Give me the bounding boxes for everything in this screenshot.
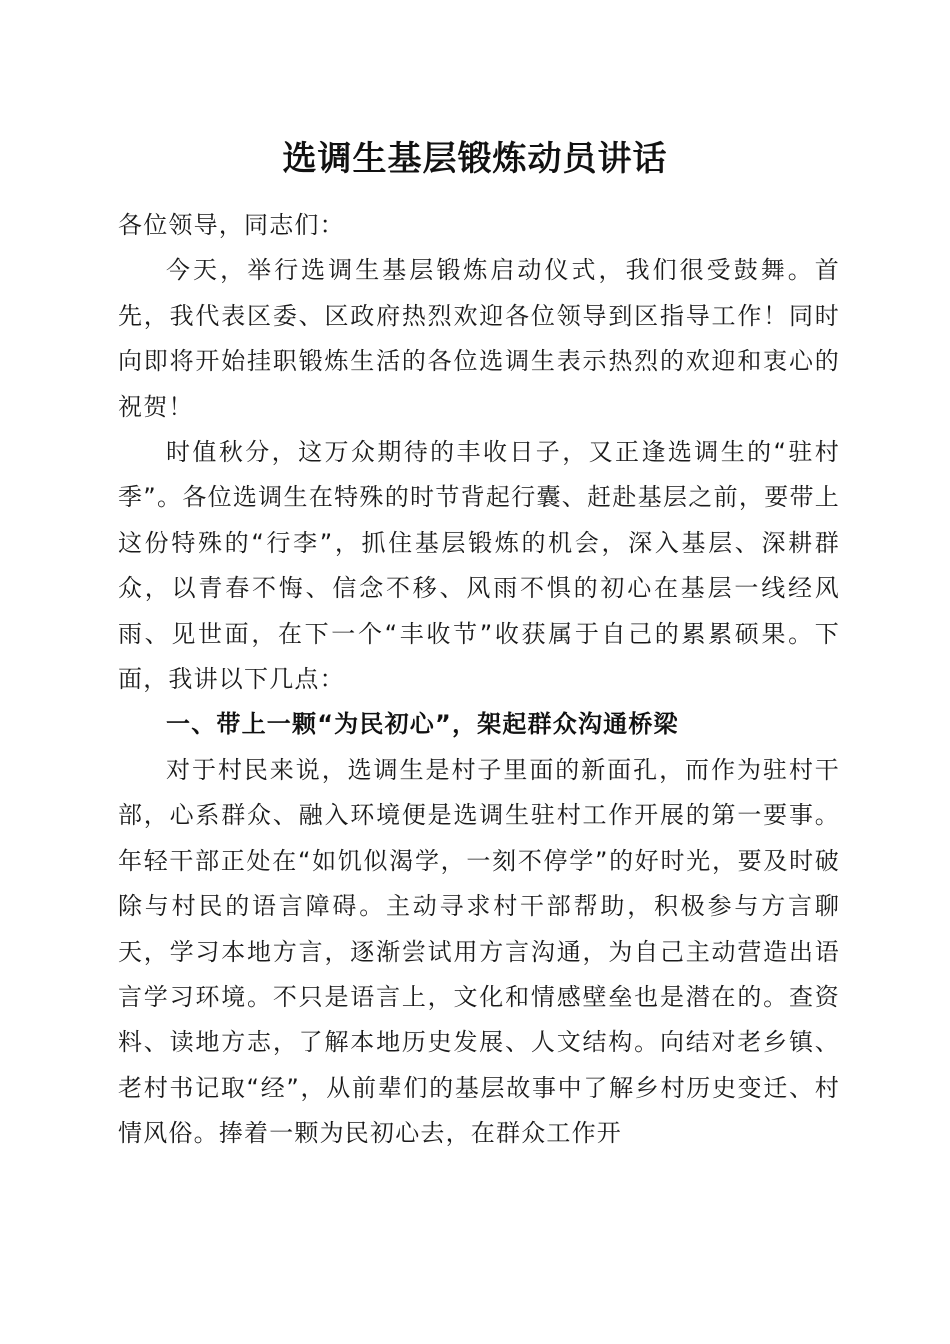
document-title: 选调生基层锻炼动员讲话 bbox=[282, 139, 668, 179]
paragraph-intro: 今天，举行选调生基层锻炼启动仪式，我们很受鼓舞。首先，我代表区委、区政府热烈欢迎各位领导到区指导工作！同时向即将开始挂职锻炼生活的各位选调生表示热烈的欢迎和衷心的祝贺！ bbox=[118, 256, 840, 421]
section-paragraph-1: 对于村民来说，选调生是村子里面的新面孔，而作为驻村干部，心系群众、融入环境便是选调生驻村工作开展的第一要事。年轻干部正处在“如饥似渴学，一刻不停学”的好时光，要及时破除与村民的语言障碍。主动寻求村干部帮助，积极参与方言聊天，学习本地方言，逐渐尝试用方言沟通，为自己主动营造出语言学习环境。不只是语言上，文化和情感壁垒也是潜在的。查资料、读地方志，了解本地历史发展、人文结构。向结对老乡镇、老村书记取“经”，从前辈们的基层故事中了解乡村历史变迁、村情风俗。捧着一颗为民初心去，在群众工作开 bbox=[118, 755, 840, 1148]
document-body bbox=[118, 203, 840, 1157]
section-heading-1: 一、带上一颗“为民初心”，架起群众沟通桥梁 bbox=[166, 710, 679, 739]
paragraph-context: 时值秋分，这万众期待的丰收日子，又正逢选调生的“驻村季”。各位选调生在特殊的时节背起行囊、赶赴基层之前，要带上这份特殊的“行李”，抓住基层锻炼的机会，深入基层、深耕群众，以青春不悔、信念不移、风雨不惧的初心在基层一线经风雨、见世面，在下一个“丰收节”收获属于自己的累累硕果。下面，我讲以下几点： bbox=[118, 438, 840, 694]
salutation: 各位领导，同志们： bbox=[118, 211, 345, 239]
